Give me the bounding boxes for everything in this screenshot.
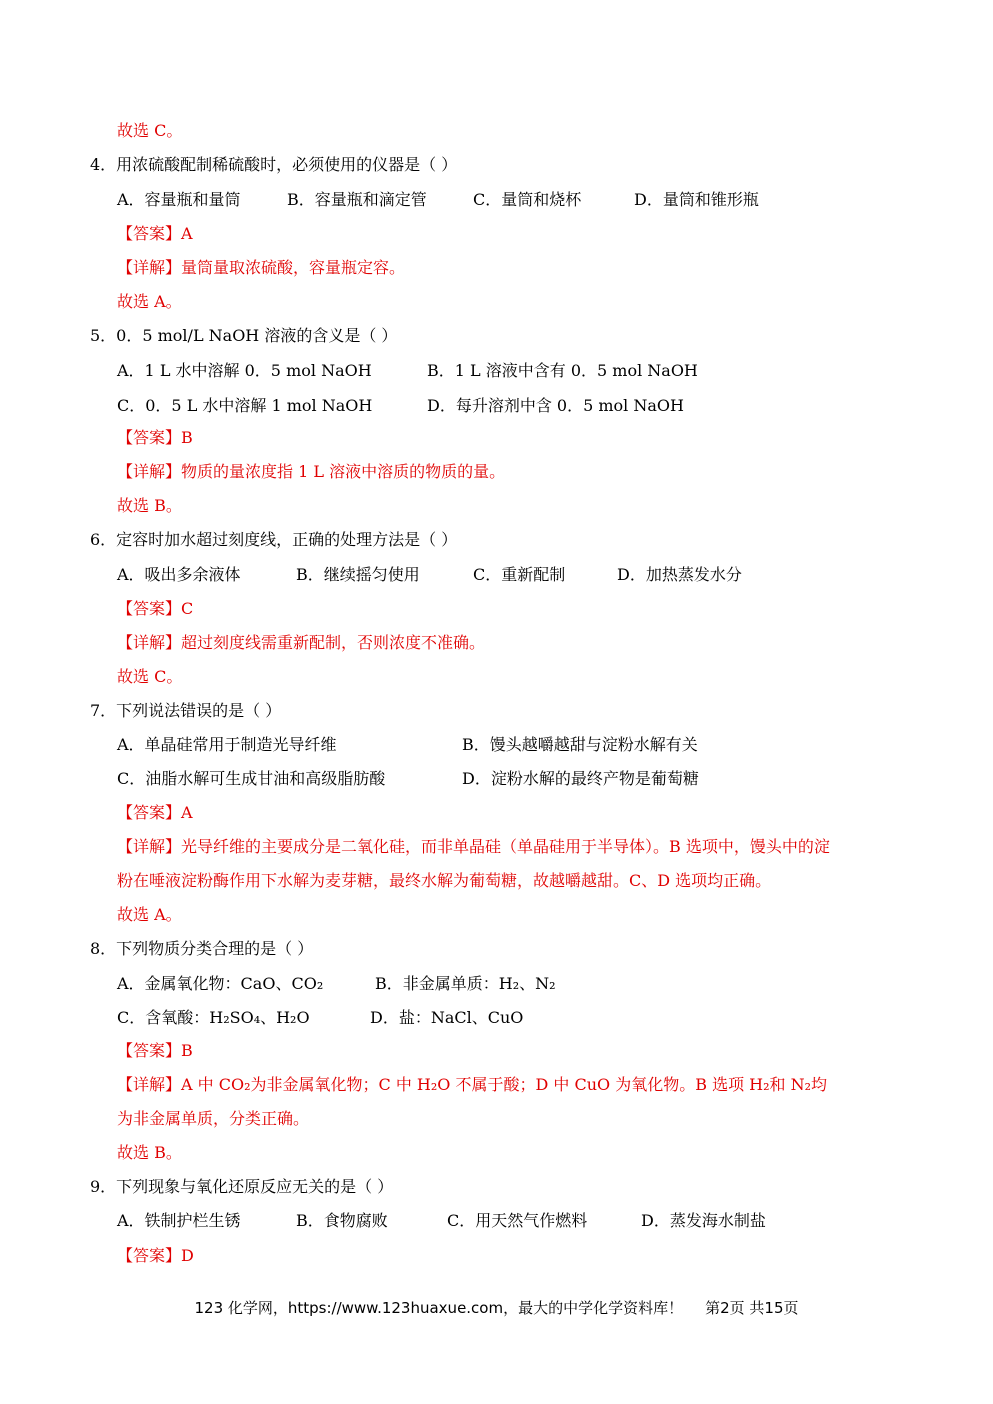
answer-line: 【答案】A [117,803,193,822]
option-d: D．量筒和锥形瓶 [634,190,759,209]
option-d: D．盐：NaCl、CuO [370,1008,524,1027]
option-a: A．单晶硅常用于制造光导纤维 [117,735,337,754]
detail-line: 【详解】量筒量取浓硫酸，容量瓶定容。 [117,258,406,277]
question-stem-8: 8．下列物质分类合理的是（ ） [90,939,314,958]
question-stem-6: 6．定容时加水超过刻度线，正确的处理方法是（ ） [90,530,458,549]
footer-site-text: 123 化学网，https://www.123huaxue.com，最大的中学化学资料库！ [194,1299,684,1317]
choose-line: 故选 A。 [117,292,182,311]
detail-line: 【详解】A 中 CO₂为非金属氧化物；C 中 H₂O 不属于酸；D 中 CuO 为氧化物。B 选项 H₂和 N₂均 [117,1075,828,1094]
option-d: D．加热蒸发水分 [617,565,742,584]
answer-line: 【答案】B [117,1041,193,1060]
option-a: A．铁制护栏生锈 [117,1211,241,1230]
choose-line: 故选 C。 [117,121,183,140]
option-d: D．蒸发海水制盐 [641,1211,766,1230]
option-b: B．馒头越嚼越甜与淀粉水解有关 [462,735,698,754]
option-b: B．食物腐败 [296,1211,388,1230]
option-c: C．含氧酸：H₂SO₄、H₂O [117,1008,310,1027]
option-b: B．1 L 溶液中含有 0．5 mol NaOH [427,361,698,380]
detail-line: 【详解】光导纤维的主要成分是二氧化硅，而非单晶硅（单晶硅用于半导体）。B 选项中，馒头中的淀 [117,837,830,856]
detail-line: 为非金属单质，分类正确。 [117,1109,310,1128]
choose-line: 故选 A。 [117,905,182,924]
question-stem-7: 7．下列说法错误的是（ ） [90,701,282,720]
option-c: C．重新配制 [473,565,566,584]
option-c: C．用天然气作燃料 [447,1211,588,1230]
answer-line: 【答案】B [117,428,193,447]
option-d: D．淀粉水解的最终产物是葡萄糖 [462,769,699,788]
option-b: B．非金属单质：H₂、N₂ [375,974,556,993]
option-a: A．吸出多余液体 [117,565,241,584]
question-stem-9: 9．下列现象与氧化还原反应无关的是（ ） [90,1177,394,1196]
option-c: C．油脂水解可生成甘油和高级脂肪酸 [117,769,386,788]
question-stem-5: 5．0．5 mol/L NaOH 溶液的含义是（ ） [90,326,398,345]
option-a: A．容量瓶和量筒 [117,190,241,209]
detail-line: 【详解】超过刻度线需重新配制，否则浓度不准确。 [117,633,486,652]
choose-line: 故选 C。 [117,667,183,686]
answer-line: 【答案】A [117,224,193,243]
page-footer [0,1297,993,1319]
answer-line: 【答案】D [117,1246,194,1265]
option-a: A．金属氧化物：CaO、CO₂ [117,974,324,993]
detail-line: 【详解】物质的量浓度指 1 L 溶液中溶质的物质的量。 [117,462,506,481]
choose-line: 故选 B。 [117,1143,182,1162]
option-d: D．每升溶剂中含 0．5 mol NaOH [427,396,684,415]
footer-page-number: 第2页 共15页 [705,1299,799,1317]
option-a: A．1 L 水中溶解 0．5 mol NaOH [117,361,372,380]
answer-line: 【答案】C [117,599,194,618]
detail-line: 粉在唾液淀粉酶作用下水解为麦芽糖，最终水解为葡萄糖，故越嚼越甜。C、D 选项均正确。 [117,871,772,890]
option-b: B．容量瓶和滴定管 [287,190,427,209]
option-b: B．继续摇匀使用 [296,565,420,584]
option-c: C．量筒和烧杯 [473,190,582,209]
choose-line: 故选 B。 [117,496,182,515]
question-stem-4: 4．用浓硫酸配制稀硫酸时，必须使用的仪器是（ ） [90,155,458,174]
option-c: C．0．5 L 水中溶解 1 mol NaOH [117,396,373,415]
